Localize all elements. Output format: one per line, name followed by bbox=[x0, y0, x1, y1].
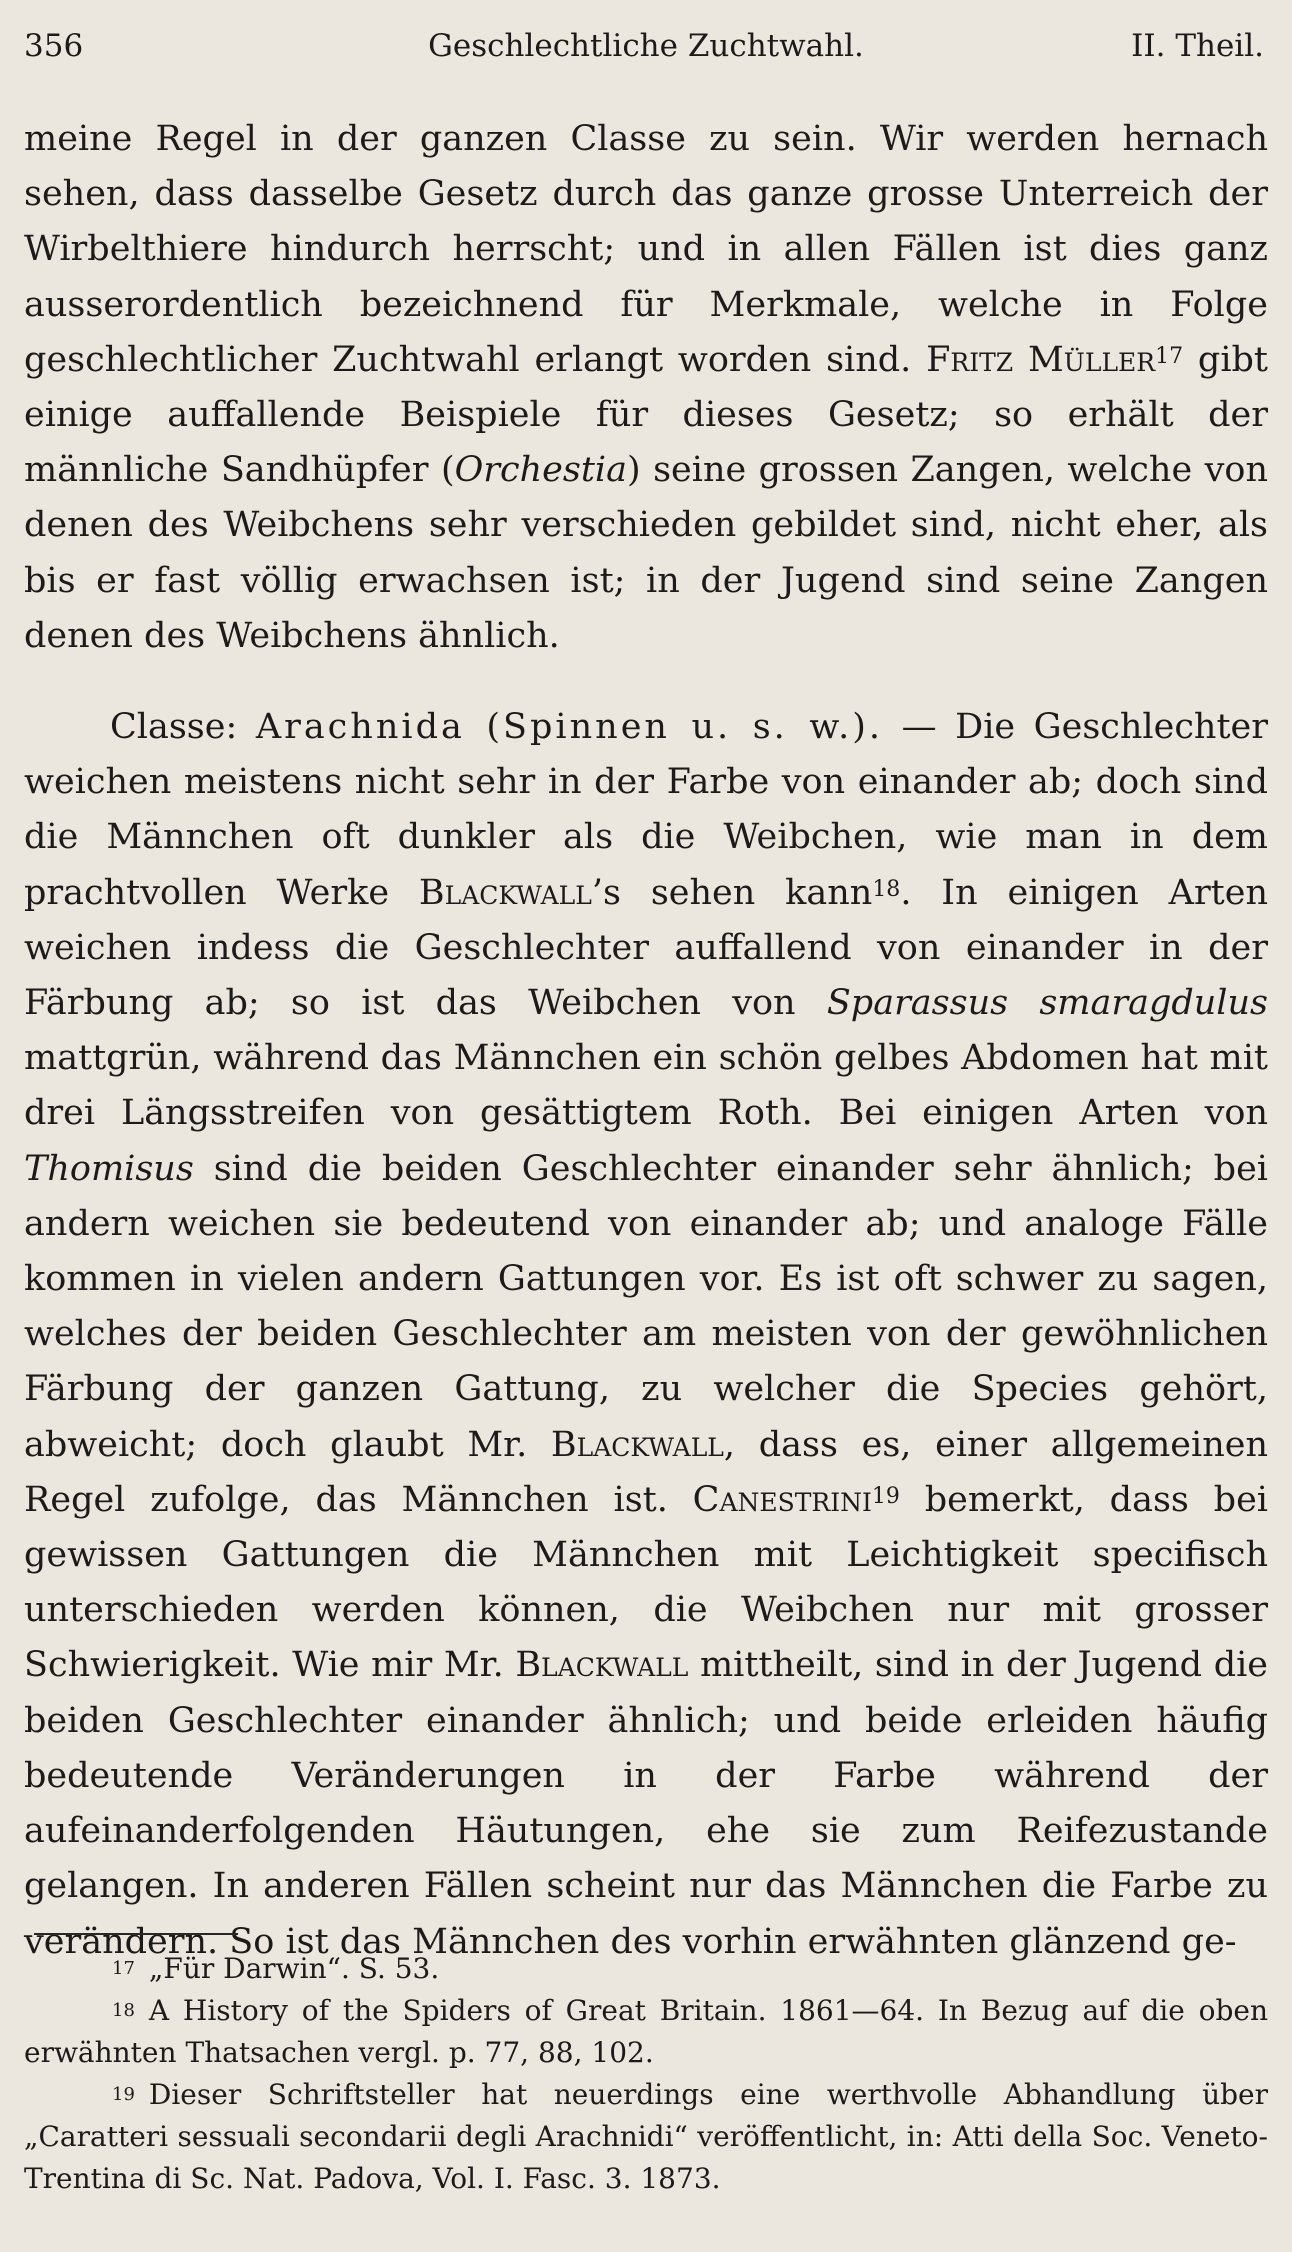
author-name: Blackwall bbox=[515, 1645, 689, 1686]
author-name: Blackwall bbox=[418, 872, 592, 913]
text-run: . In einigen Arten weichen indess die Geschlechter auffallend von einander in der Färbung ab; so ist das Weibchen von bbox=[24, 872, 1268, 1024]
species-name: Sparassus smaragdulus bbox=[826, 983, 1268, 1024]
footnote-text: A History of the Spiders of Great Britain. 1861—64. In Bezug auf die oben erwähnten Thatsachen vergl. p. 77, 88, 102. bbox=[24, 1994, 1268, 2069]
page-number: 356 bbox=[24, 28, 84, 64]
text-run: — Die Geschlechter weichen meistens nicht sehr in der Farbe von einander ab; doch sind die Männchen oft dunkler als die Weibchen, wie man in dem prachtvollen Werke bbox=[24, 707, 1268, 913]
text-run: , dass es, einer allgemeinen Regel zufolge, das Männchen ist. bbox=[24, 1424, 1268, 1520]
author-name: Fritz Müller bbox=[926, 339, 1156, 380]
genus-name: Orchestia bbox=[454, 450, 627, 491]
text-run: gibt einige auffallende Beispiele für dieses Gesetz; so erhält der männliche Sandhüpfer ( bbox=[24, 339, 1268, 491]
text-run: sind die beiden Geschlechter einander sehr ähnlich; bei andern weichen sie bedeutend von einander ab; und analoge Fälle kommen in vielen andern Gattungen vor. Es ist oft schwer zu sagen, welches der beiden Geschlechter am meisten von der gewöhnlichen Färbung der ganzen Gattung, zu welcher die Species gehört, abweicht; doch glaubt Mr. bbox=[24, 1148, 1268, 1465]
text-run: meine Regel in der ganzen Classe zu sein. Wir werden hernach sehen, dass dasselbe Gesetz durch das ganze grosse Unterreich der Wirbelthiere hindurch herrscht; und in allen Fällen ist dies ganz ausserordentlich bezeichnend für Merkmale, welche in Folge geschlechtlicher Zuchtwahl erlangt worden sind. bbox=[24, 119, 1268, 380]
paragraph-crustacea bbox=[24, 112, 1268, 664]
text-run: bemerkt, dass bei gewissen Gattungen die Männchen mit Leichtigkeit specifisch unterschieden werden können, die Weibchen nur mit grosser Schwierigkeit. Wie mir Mr. bbox=[24, 1479, 1268, 1686]
text-run: ) seine grossen Zangen, welche von denen des Weibchens sehr verschieden gebildet sind, nicht eher, als bis er fast völlig erwachsen ist; in der Jugend sind seine Zangen denen des Weibchens ähnlich. bbox=[24, 450, 1268, 656]
footnote-ref: 19 bbox=[871, 1483, 900, 1509]
genus-name: Thomisus bbox=[24, 1148, 194, 1189]
part-label: II. Theil. bbox=[1131, 28, 1264, 64]
author-name: Blackwall bbox=[550, 1424, 724, 1465]
footnote-ref: 17 bbox=[1155, 343, 1184, 369]
class-heading: Arachnida (Spinnen u. s. w.). bbox=[255, 707, 884, 748]
footnote-19 bbox=[24, 2074, 1268, 2200]
footnote-18 bbox=[24, 1990, 1268, 2074]
footnote-text: „Für Darwin“. S. 53. bbox=[148, 1952, 440, 1985]
footnote-divider bbox=[34, 1933, 238, 1935]
footnote-number: 19 bbox=[112, 2084, 135, 2105]
paragraph-arachnida bbox=[24, 700, 1268, 1970]
footnote-17 bbox=[24, 1948, 1268, 1990]
page-header bbox=[24, 28, 1268, 76]
text-run: Classe: bbox=[110, 707, 256, 748]
footnote-text: Dieser Schriftsteller hat neuerdings eine werthvolle Abhandlung über „Caratteri sessuali secondarii degli Arachnidi“ veröffentlicht, in: Atti della Soc. Veneto-Trentina di Sc. Nat. Padova, Vol. I. Fasc. 3. 1873. bbox=[24, 2078, 1268, 2195]
author-name: Canestrini bbox=[692, 1479, 872, 1520]
footnotes bbox=[24, 1948, 1268, 2200]
footnote-ref: 18 bbox=[872, 876, 901, 902]
text-run: ’s sehen kann bbox=[591, 872, 873, 913]
text-run: mittheilt, sind in der Jugend die beiden Geschlechter einander ähnlich; und beide erleiden häufig bedeutende Veränderungen in der Farbe während der aufeinanderfolgenden Häutungen, ehe sie zum Reifezustande gelangen. In anderen Fällen scheint nur das Männchen die Farbe zu verändern. So ist das Männchen des vorhin erwähnten glänzend ge- bbox=[24, 1645, 1269, 1962]
footnote-number: 18 bbox=[112, 2000, 135, 2021]
main-text bbox=[24, 112, 1268, 1970]
running-title: Geschlechtliche Zuchtwahl. bbox=[428, 28, 864, 64]
footnote-number: 17 bbox=[112, 1958, 135, 1979]
text-run: mattgrün, während das Männchen ein schön gelbes Abdomen hat mit drei Längsstreifen von gesättigtem Roth. Bei einigen Arten von bbox=[24, 1038, 1268, 1134]
